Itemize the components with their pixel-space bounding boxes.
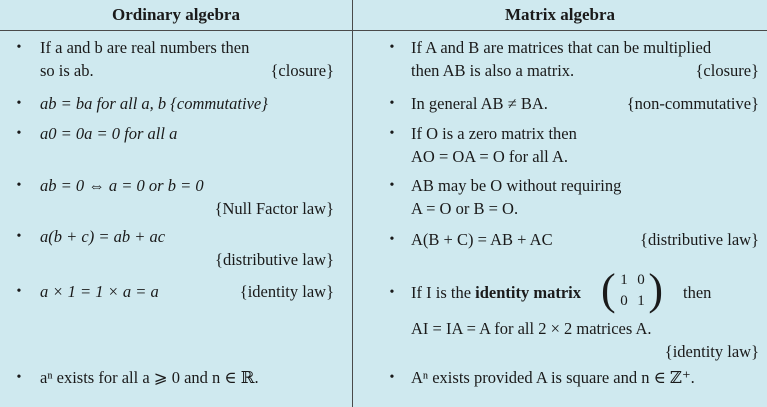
right-closure-line1: If A and B are matrices that can be multiplied <box>411 38 712 57</box>
matrix-cell: 0 <box>637 272 645 288</box>
bullet: • <box>16 229 22 244</box>
bullet: • <box>389 96 395 111</box>
right-zero-product-line1: AB may be O without requiring <box>411 176 622 195</box>
right-closure-tag: {closure} <box>695 61 759 80</box>
identity-matrix <box>601 265 663 314</box>
ordinary-algebra-header: Ordinary algebra <box>0 0 352 31</box>
bullet: • <box>16 370 22 385</box>
right-identity-line1 <box>411 281 581 304</box>
right-identity-post: then <box>683 283 712 302</box>
matrix-cell: 1 <box>620 272 628 288</box>
right-identity-line2: AI = IA = A for all 2 × 2 matrices A. <box>411 319 652 338</box>
left-identity-tag: {identity law} <box>239 282 334 301</box>
bullet: • <box>389 126 395 141</box>
right-identity-pre: If I is the <box>411 283 472 302</box>
matrix-cell: 1 <box>637 293 645 309</box>
right-identity-bold: identity matrix <box>475 283 582 302</box>
right-zero-line2: AO = OA = O for all A. <box>411 147 569 166</box>
matrix-algebra-column <box>353 0 767 407</box>
bullet: • <box>389 370 395 385</box>
ordinary-algebra-column <box>0 0 352 407</box>
right-zero-line1: If O is a zero matrix then <box>411 124 577 143</box>
left-null-factor-text: ab = 0 ⇔ a = 0 or b = 0 <box>40 176 204 195</box>
bullet: • <box>389 178 395 193</box>
left-closure-line2: so is ab. <box>40 61 94 80</box>
left-zero-text: a0 = 0a = 0 for all a <box>40 124 178 143</box>
left-distributive-text: a(b + c) = ab + ac <box>40 227 166 246</box>
left-null-factor-tag: {Null Factor law} <box>214 199 334 218</box>
matrix-algebra-header: Matrix algebra <box>353 0 767 31</box>
left-closure-line1: If a and b are real numbers then <box>40 38 250 57</box>
left-distributive-tag: {distributive law} <box>215 250 334 269</box>
left-paren: ( <box>601 265 616 314</box>
bullet: • <box>389 40 395 55</box>
left-power-text: aⁿ exists for all a ⩾ 0 and n ∈ ℝ. <box>40 368 259 387</box>
left-commutative-text: ab = ba for all a, b {commutative} <box>40 94 268 113</box>
right-closure-line2: then AB is also a matrix. <box>411 61 575 80</box>
right-distributive-tag: {distributive law} <box>640 230 759 249</box>
bullet: • <box>16 40 22 55</box>
right-identity-tag: {identity law} <box>664 342 759 361</box>
right-distributive-text: A(B + C) = AB + AC <box>411 230 553 249</box>
right-zero-product-line2: A = O or B = O. <box>411 199 519 218</box>
bullet: • <box>389 232 395 247</box>
bullet: • <box>16 126 22 141</box>
right-non-commutative-tag: {non-commutative} <box>626 94 759 113</box>
right-paren: ) <box>648 265 663 314</box>
bullet: • <box>16 284 22 299</box>
left-closure-tag: {closure} <box>270 61 334 80</box>
bullet: • <box>16 96 22 111</box>
right-power-text: Aⁿ exists provided A is square and n ∈ ℤ⁺. <box>411 368 695 387</box>
matrix-cell: 0 <box>620 293 628 309</box>
right-non-commutative-text: In general AB ≠ BA. <box>411 94 548 113</box>
bullet: • <box>16 178 22 193</box>
bullet: • <box>389 285 395 300</box>
right-item-identity <box>387 265 759 368</box>
left-identity-text: a × 1 = 1 × a = a <box>40 282 159 301</box>
